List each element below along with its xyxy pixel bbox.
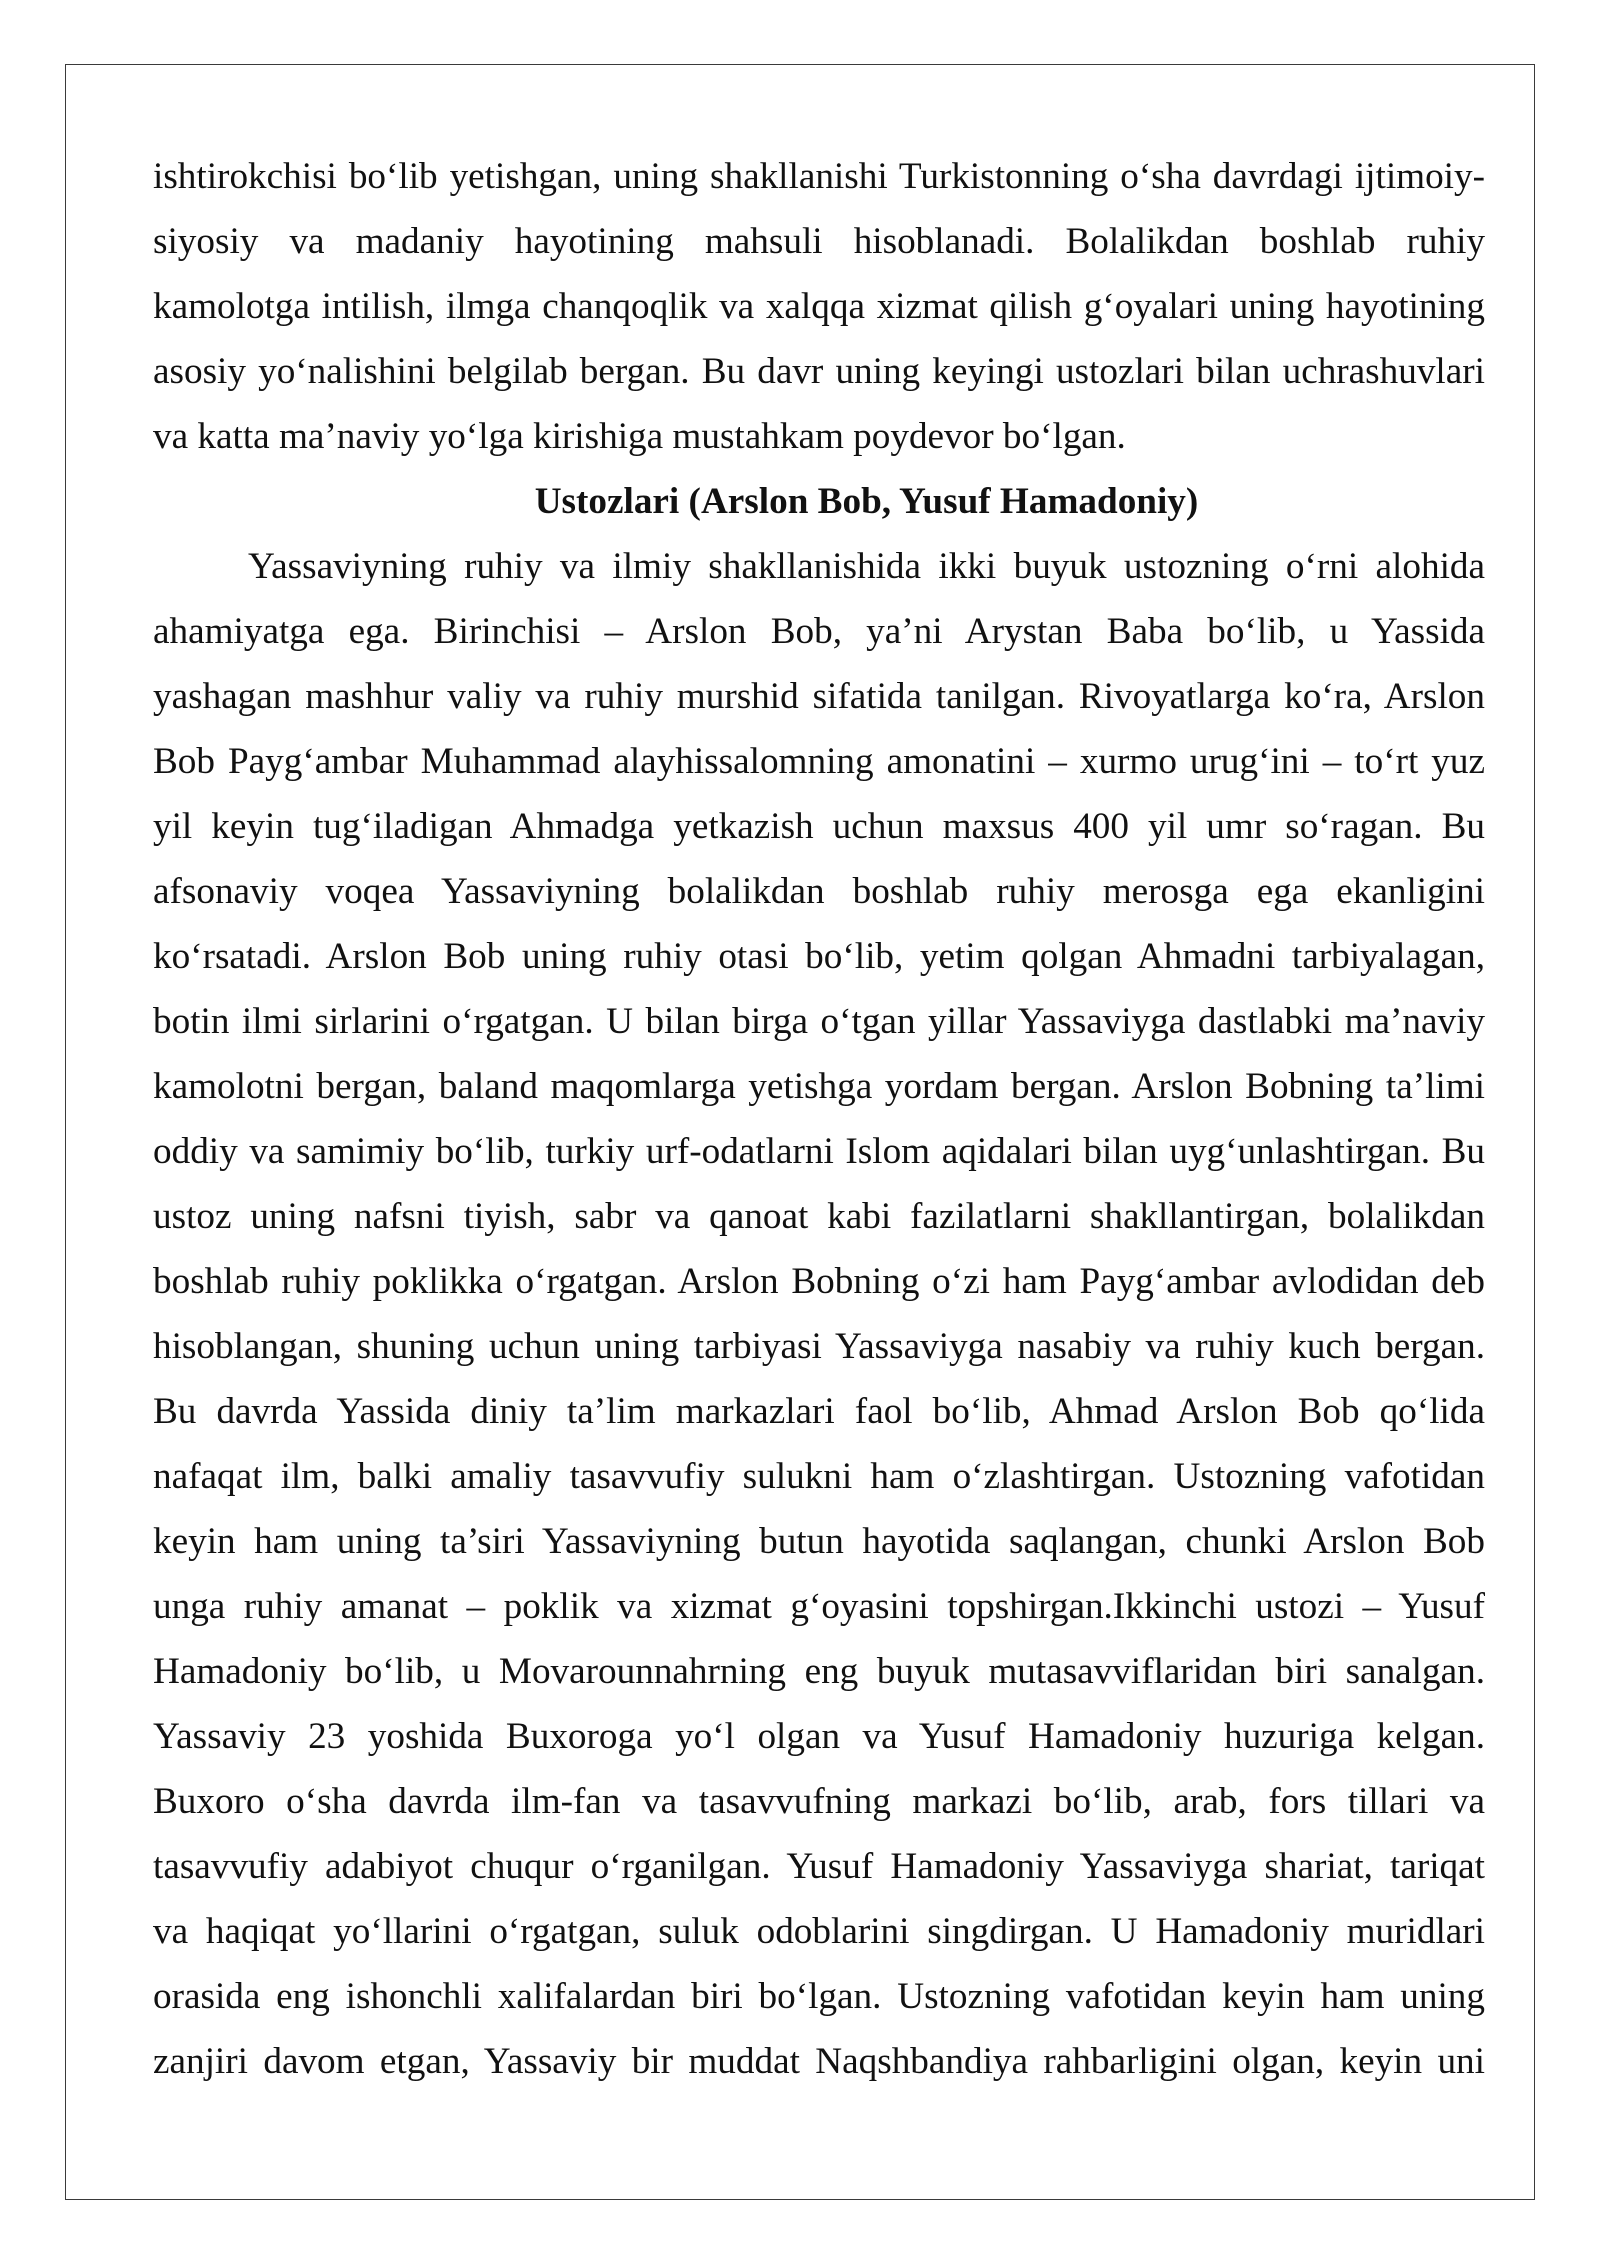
text-line: ustoz uning nafsni tiyish, sabr va qanoat kabi fazilatlarni shakllantirgan, bolalikdan bbox=[153, 1196, 1485, 1237]
text-line: nafaqat ilm, balki amaliy tasavvufiy sulukni ham o‘zlashtirgan. Ustozning vafotidan bbox=[153, 1456, 1485, 1497]
document-text bbox=[153, 144, 1485, 2094]
text-line: keyin ham uning ta’siri Yassaviyning butun hayotida saqlangan, chunki Arslon Bob bbox=[153, 1521, 1485, 1562]
text-line: yashagan mashhur valiy va ruhiy murshid sifatida tanilgan. Rivoyatlarga ko‘ra, Arslon bbox=[153, 676, 1485, 717]
text-line: asosiy yo‘nalishini belgilab bergan. Bu davr uning keyingi ustozlari bilan uchrashuvlari bbox=[153, 351, 1485, 392]
text-line: afsonaviy voqea Yassaviyning bolalikdan boshlab ruhiy merosga ega ekanligini bbox=[153, 871, 1485, 912]
text-line: Yassaviy 23 yoshida Buxoroga yo‘l olgan va Yusuf Hamadoniy huzuriga kelgan. bbox=[153, 1716, 1485, 1757]
text-line: siyosiy va madaniy hayotining mahsuli hisoblanadi. Bolalikdan boshlab ruhiy bbox=[153, 221, 1485, 262]
text-line: Buxoro o‘sha davrda ilm-fan va tasavvufning markazi bo‘lib, arab, fors tillari va bbox=[153, 1781, 1485, 1822]
text-line: kamolotga intilish, ilmga chanqoqlik va xalqqa xizmat qilish g‘oyalari uning hayotining bbox=[153, 286, 1485, 327]
paragraph-teachers bbox=[153, 534, 1485, 2094]
text-line: unga ruhiy amanat – poklik va xizmat g‘oyasini topshirgan.Ikkinchi ustozi – Yusuf bbox=[153, 1586, 1485, 1627]
text-line: va haqiqat yo‘llarini o‘rgatgan, suluk odoblarini singdirgan. U Hamadoniy muridlari bbox=[153, 1911, 1485, 1952]
text-line: Hamadoniy bo‘lib, u Movarounnahrning eng buyuk mutasavviflaridan biri sanalgan. bbox=[153, 1651, 1485, 1692]
text-line: va katta ma’naviy yo‘lga kirishiga mustahkam poydevor bo‘lgan. bbox=[153, 416, 1126, 457]
paragraph-intro-continuation bbox=[153, 144, 1485, 469]
text-line: oddiy va samimiy bo‘lib, turkiy urf-odatlarni Islom aqidalari bilan uyg‘unlashtirgan. Bu bbox=[153, 1131, 1485, 1172]
text-line: kamolotni bergan, baland maqomlarga yetishga yordam bergan. Arslon Bobning ta’limi bbox=[153, 1066, 1485, 1107]
text-line: Yassaviyning ruhiy va ilmiy shakllanishida ikki buyuk ustozning o‘rni alohida bbox=[248, 546, 1485, 587]
text-line: zanjiri davom etgan, Yassaviy bir muddat Naqshbandiya rahbarligini olgan, keyin uni bbox=[153, 2041, 1485, 2082]
text-line: tasavvufiy adabiyot chuqur o‘rganilgan. Yusuf Hamadoniy Yassaviyga shariat, tariqat bbox=[153, 1846, 1485, 1887]
text-line: Bob Payg‘ambar Muhammad alayhissalomning amonatini – xurmo urug‘ini – to‘rt yuz bbox=[153, 741, 1485, 782]
text-line: Bu davrda Yassida diniy ta’lim markazlari faol bo‘lib, Ahmad Arslon Bob qo‘lida bbox=[153, 1391, 1485, 1432]
text-line: ahamiyatga ega. Birinchisi – Arslon Bob, ya’ni Arystan Baba bo‘lib, u Yassida bbox=[153, 611, 1485, 652]
text-line: botin ilmi sirlarini o‘rgatgan. U bilan birga o‘tgan yillar Yassaviyga dastlabki ma’naviy bbox=[153, 1001, 1485, 1042]
text-line: ishtirokchisi bo‘lib yetishgan, uning shakllanishi Turkistonning o‘sha davrdagi ijtimoiy- bbox=[153, 156, 1485, 197]
text-line: yil keyin tug‘iladigan Ahmadga yetkazish uchun maxsus 400 yil umr so‘ragan. Bu bbox=[153, 806, 1485, 847]
text-line: boshlab ruhiy poklikka o‘rgatgan. Arslon Bobning o‘zi ham Payg‘ambar avlodidan deb bbox=[153, 1261, 1485, 1302]
text-line: ko‘rsatadi. Arslon Bob uning ruhiy otasi bo‘lib, yetim qolgan Ahmadni tarbiyalagan, bbox=[153, 936, 1485, 977]
section-heading: Ustozlari (Arslon Bob, Yusuf Hamadoniy) bbox=[534, 481, 1199, 522]
text-line: hisoblangan, shuning uchun uning tarbiyasi Yassaviyga nasabiy va ruhiy kuch bergan. bbox=[153, 1326, 1485, 1367]
text-line: orasida eng ishonchli xalifalardan biri bo‘lgan. Ustozning vafotidan keyin ham uning bbox=[153, 1976, 1485, 2017]
